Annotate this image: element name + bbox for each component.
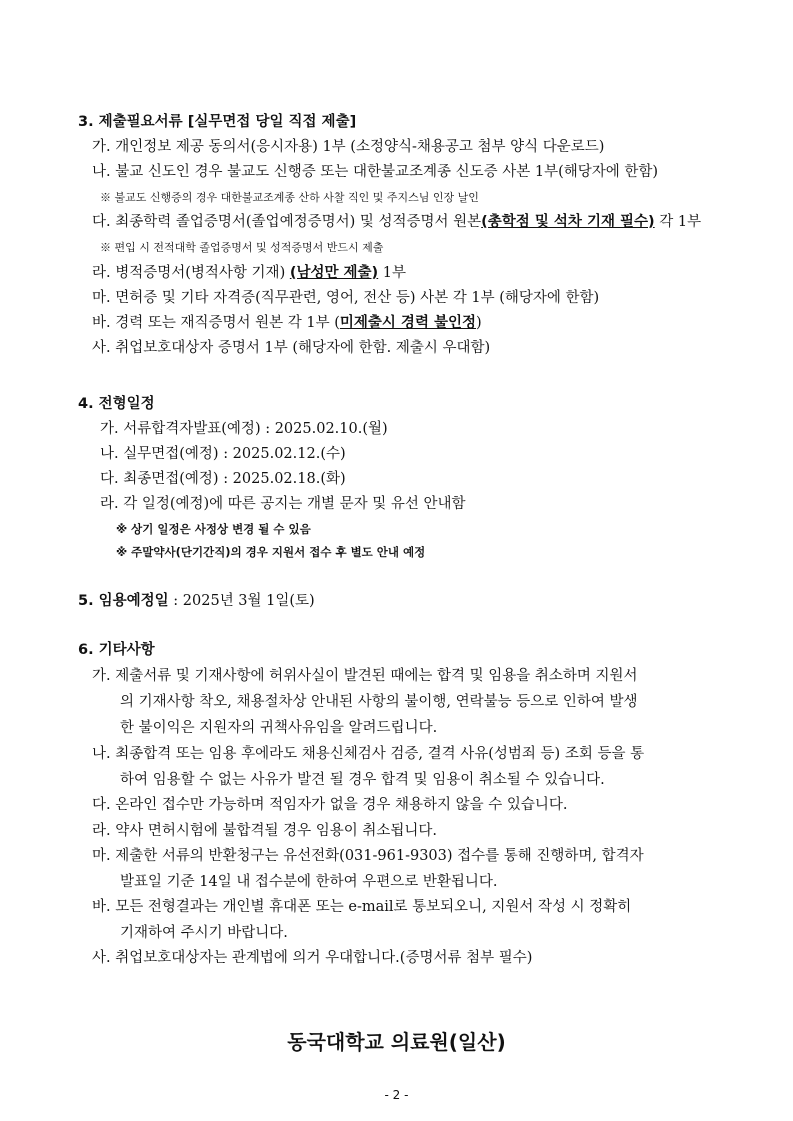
section-3-item-ra bbox=[92, 263, 406, 283]
item-da-emphasis: (총학점 및 석차 기재 필수) bbox=[481, 214, 655, 230]
page-number: - 2 - bbox=[384, 1088, 409, 1102]
item-ba-emphasis: 미제출시 경력 불인정 bbox=[339, 315, 477, 331]
section-4-item-ga: 가. 서류합격자발표(예정) : 2025.02.10.(월) bbox=[100, 421, 388, 437]
section-6-item-na-line2: 하여 임용할 수 없는 사유가 발견 될 경우 합격 및 임용이 취소될 수 있습니다. bbox=[120, 772, 605, 788]
item-ba-suffix: ) bbox=[476, 315, 482, 331]
institution-name: 동국대학교 의료원(일산) bbox=[287, 1030, 506, 1054]
section-4-item-na: 나. 실무면접(예정) : 2025.02.12.(수) bbox=[100, 446, 346, 462]
section-3-item-sa: 사. 취업보호대상자 증명서 1부 (해당자에 한함. 제출시 우대함) bbox=[92, 340, 491, 356]
section-3-item-da bbox=[92, 212, 701, 232]
section-3-note-na: ※ 불교도 신행증의 경우 대한불교조계종 산하 사찰 직인 및 주지스님 인장 날인 bbox=[100, 191, 479, 204]
section-5-value: : 2025년 3월 1일(토) bbox=[168, 593, 315, 609]
section-6-item-na-line1: 나. 최종합격 또는 임용 후에라도 채용신체검사 검증, 결격 사유(성범죄 등) 조회 등을 통 bbox=[92, 746, 645, 762]
section-6-item-ma-line2: 발표일 기준 14일 내 접수분에 한하여 우편으로 반환됩니다. bbox=[120, 874, 498, 890]
item-ra-text: 라. 병적증명서(병적사항 기재) bbox=[92, 265, 290, 281]
section-3-item-ba bbox=[92, 313, 482, 333]
item-ra-suffix: 1부 bbox=[378, 265, 407, 281]
section-4-heading: 4. 전형일정 bbox=[78, 396, 155, 412]
section-4-item-ra: 라. 각 일정(예정)에 따른 공지는 개별 문자 및 유선 안내함 bbox=[100, 496, 466, 512]
item-da-suffix: 각 1부 bbox=[654, 214, 702, 230]
section-3-item-na: 나. 불교 신도인 경우 불교도 신행증 또는 대한불교조계종 신도증 사본 1부(해당자에 한함) bbox=[92, 164, 659, 180]
item-ra-emphasis: (남성만 제출) bbox=[289, 265, 379, 281]
section-4-item-da: 다. 최종면접(예정) : 2025.02.18.(화) bbox=[100, 471, 346, 487]
section-5-heading: 5. 임용예정일 bbox=[78, 593, 169, 609]
section-6-item-sa: 사. 취업보호대상자는 관계법에 의거 우대합니다.(증명서류 첨부 필수) bbox=[92, 950, 533, 966]
section-6-item-da: 다. 온라인 접수만 가능하며 적임자가 없을 경우 채용하지 않을 수 있습니다. bbox=[92, 797, 568, 813]
section-6-heading: 6. 기타사항 bbox=[78, 642, 155, 658]
item-ba-text: 바. 경력 또는 재직증명서 원본 각 1부 ( bbox=[92, 315, 340, 331]
section-6-item-ra: 라. 약사 면허시험에 불합격될 경우 임용이 취소됩니다. bbox=[92, 823, 438, 839]
section-6-item-ga-line2: 의 기재사항 착오, 채용절차상 안내된 사항의 불이행, 연락불능 등으로 인하여 발생 bbox=[120, 694, 638, 710]
section-6-item-ma-line1: 마. 제출한 서류의 반환청구는 유선전화(031-961-9303) 접수를 통해 진행하며, 합격자 bbox=[92, 848, 644, 864]
section-3-item-ma: 마. 면허증 및 기타 자격증(직무관련, 영어, 전산 등) 사본 각 1부 (해당자에 한함) bbox=[92, 290, 600, 306]
section-6-item-ba-line1: 바. 모든 전형결과는 개인별 휴대폰 또는 e-mail로 통보되오니, 지원서 작성 시 정확히 bbox=[92, 899, 632, 915]
section-6-item-ba-line2: 기재하여 주시기 바랍니다. bbox=[120, 925, 288, 941]
item-da-text: 다. 최종학력 졸업증명서(졸업예정증명서) 및 성적증명서 원본 bbox=[92, 214, 482, 230]
section-5 bbox=[78, 591, 315, 611]
section-4-note-2: ※ 주말약사(단기간직)의 경우 지원서 접수 후 별도 안내 예정 bbox=[116, 545, 426, 559]
section-6-item-ga-line1: 가. 제출서류 및 기재사항에 허위사실이 발견된 때에는 합격 및 임용을 취소하며 지원서 bbox=[92, 668, 638, 684]
section-4-note-1: ※ 상기 일정은 사정상 변경 될 수 있음 bbox=[116, 522, 311, 536]
section-3-item-ga: 가. 개인정보 제공 동의서(응시자용) 1부 (소정양식-채용공고 첨부 양식 다운로드) bbox=[92, 139, 605, 155]
section-3-heading: 3. 제출필요서류 [실무면접 당일 직접 제출] bbox=[78, 114, 357, 130]
section-3-note-da: ※ 편입 시 전적대학 졸업증명서 및 성적증명서 반드시 제출 bbox=[100, 241, 384, 254]
section-6-item-ga-line3: 한 불이익은 지원자의 귀책사유임을 알려드립니다. bbox=[120, 720, 438, 736]
